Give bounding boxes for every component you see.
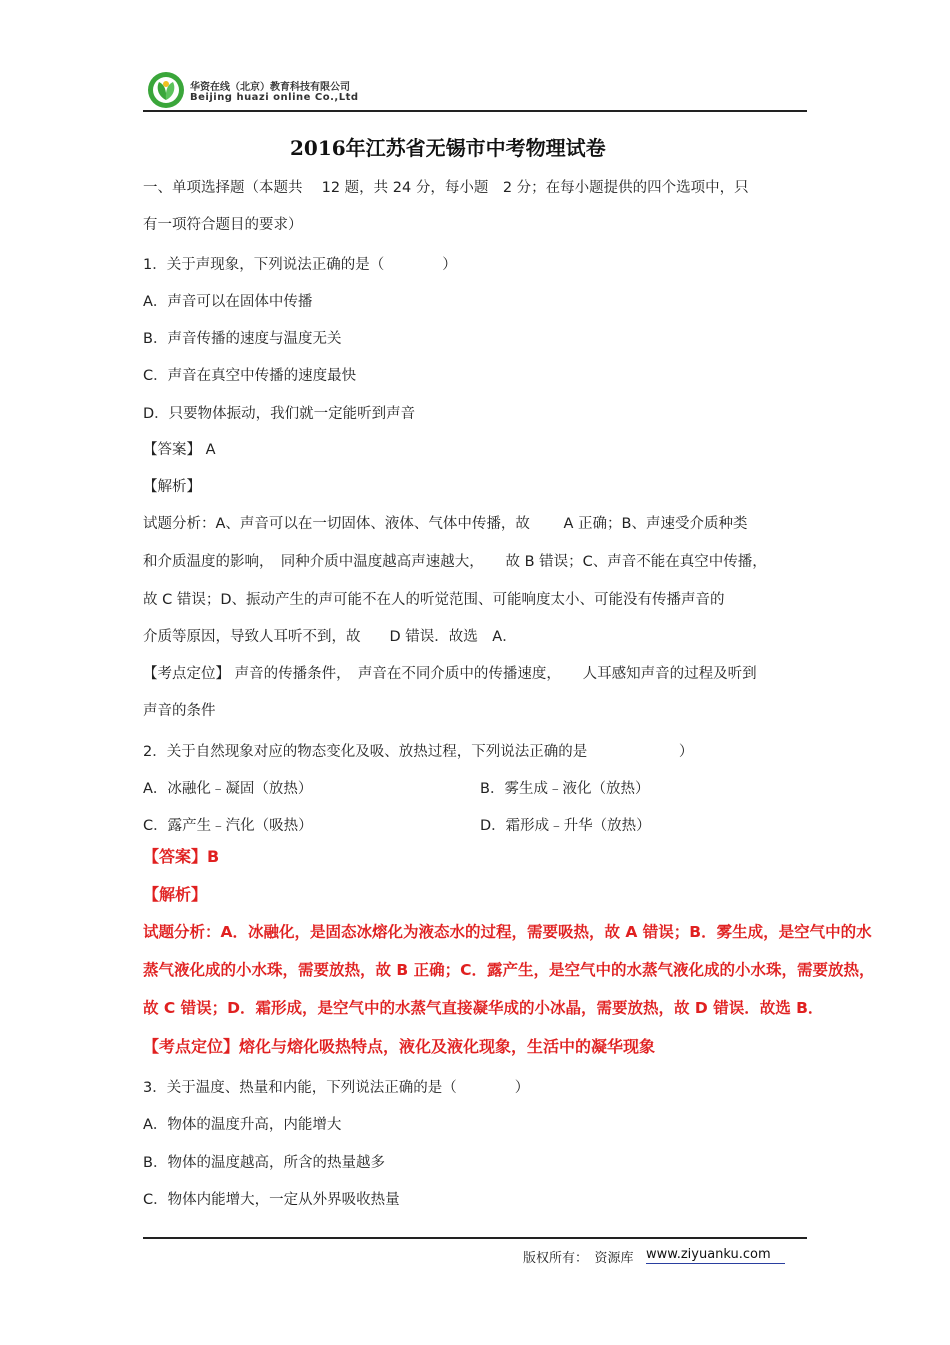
knowledge-point: 【考点定位】 声音的传播条件， 声音在不同介质中的传播速度， 人耳感知声音的过程及听到 <box>143 666 757 682</box>
analysis-line: 蒸气液化成的小水珠，需要放热，故 B 正确；C．露产生，是空气中的水蒸气液化成的小水珠，需要放热， <box>143 961 875 979</box>
company-name-cn: 华资在线（北京）教育科技有限公司 <box>190 82 350 93</box>
option-a: A．物体的温度升高，内能增大 <box>143 1117 342 1133</box>
section-intro-line2: 有一项符合题目的要求） <box>143 217 303 233</box>
answer: 【答案】B <box>143 847 220 866</box>
option-a: A．冰融化﹣凝固（放热） <box>143 781 313 797</box>
option-c: C．物体内能增大，一定从外界吸收热量 <box>143 1192 400 1208</box>
analysis-label: 【解析】 <box>143 479 201 495</box>
analysis-line: 和介质温度的影响， 同种介质中温度越高声速越大， 故 B 错误；C、声音不能在真空中传播， <box>143 554 767 570</box>
question-stem: 2．关于自然现象对应的物态变化及吸、放热过程，下列说法正确的是 ） <box>143 744 694 760</box>
knowledge-point: 声音的条件 <box>143 703 216 719</box>
company-name-en: Beijing huazi online Co.,Ltd <box>190 92 359 103</box>
footer-copyright: 版权所有： 资源库 <box>523 1251 634 1266</box>
answer: 【答案】 A <box>143 442 216 458</box>
section-intro-line1: 一、单项选择题（本题共 12 题，共 24 分，每小题 2 分；在每小题提供的四个选项中，只 <box>143 180 749 196</box>
footer-link[interactable]: www.ziyuanku.com <box>646 1247 771 1262</box>
question-stem: 1．关于声现象，下列说法正确的是（ ） <box>143 257 457 273</box>
analysis-line: 介质等原因，导致人耳听不到，故 D 错误．故选 A． <box>143 629 517 645</box>
analysis-line: 故 C 错误；D、振动产生的声可能不在人的听觉范围、可能响度太小、可能没有传播声音的 <box>143 592 725 608</box>
page-title: 2016年江苏省无锡市中考物理试卷 <box>290 136 606 160</box>
option-c: C．声音在真空中传播的速度最快 <box>143 368 357 384</box>
company-logo-icon <box>146 70 186 110</box>
option-b: B．声音传播的速度与温度无关 <box>143 331 342 347</box>
footer-link-underline <box>646 1263 785 1264</box>
analysis-label: 【解析】 <box>143 885 208 904</box>
header-divider <box>143 110 807 112</box>
analysis-line: 试题分析：A．冰融化，是固态冰熔化为液态水的过程，需要吸热，故 A 错误；B．雾生成，是空气中的水 <box>143 923 872 941</box>
option-b: B．物体的温度越高，所含的热量越多 <box>143 1155 385 1171</box>
option-c: C．露产生﹣汽化（吸热） <box>143 818 313 834</box>
footer-divider <box>143 1237 807 1239</box>
analysis-line: 故 C 错误；D．霜形成，是空气中的水蒸气直接凝华成的小冰晶，需要放热，故 D 错误．故选 B． <box>143 999 824 1017</box>
analysis-line: 试题分析：A、声音可以在一切固体、液体、气体中传播，故 A 正确；B、声速受介质种类 <box>143 516 748 532</box>
option-d: D．霜形成﹣升华（放热） <box>480 818 651 834</box>
option-a: A．声音可以在固体中传播 <box>143 294 313 310</box>
option-d: D．只要物体振动，我们就一定能听到声音 <box>143 406 416 422</box>
knowledge-point: 【考点定位】熔化与熔化吸热特点，液化及液化现象，生活中的凝华现象 <box>143 1037 656 1056</box>
option-b: B．雾生成﹣液化（放热） <box>480 781 650 797</box>
question-stem: 3．关于温度、热量和内能，下列说法正确的是（ ） <box>143 1080 530 1096</box>
